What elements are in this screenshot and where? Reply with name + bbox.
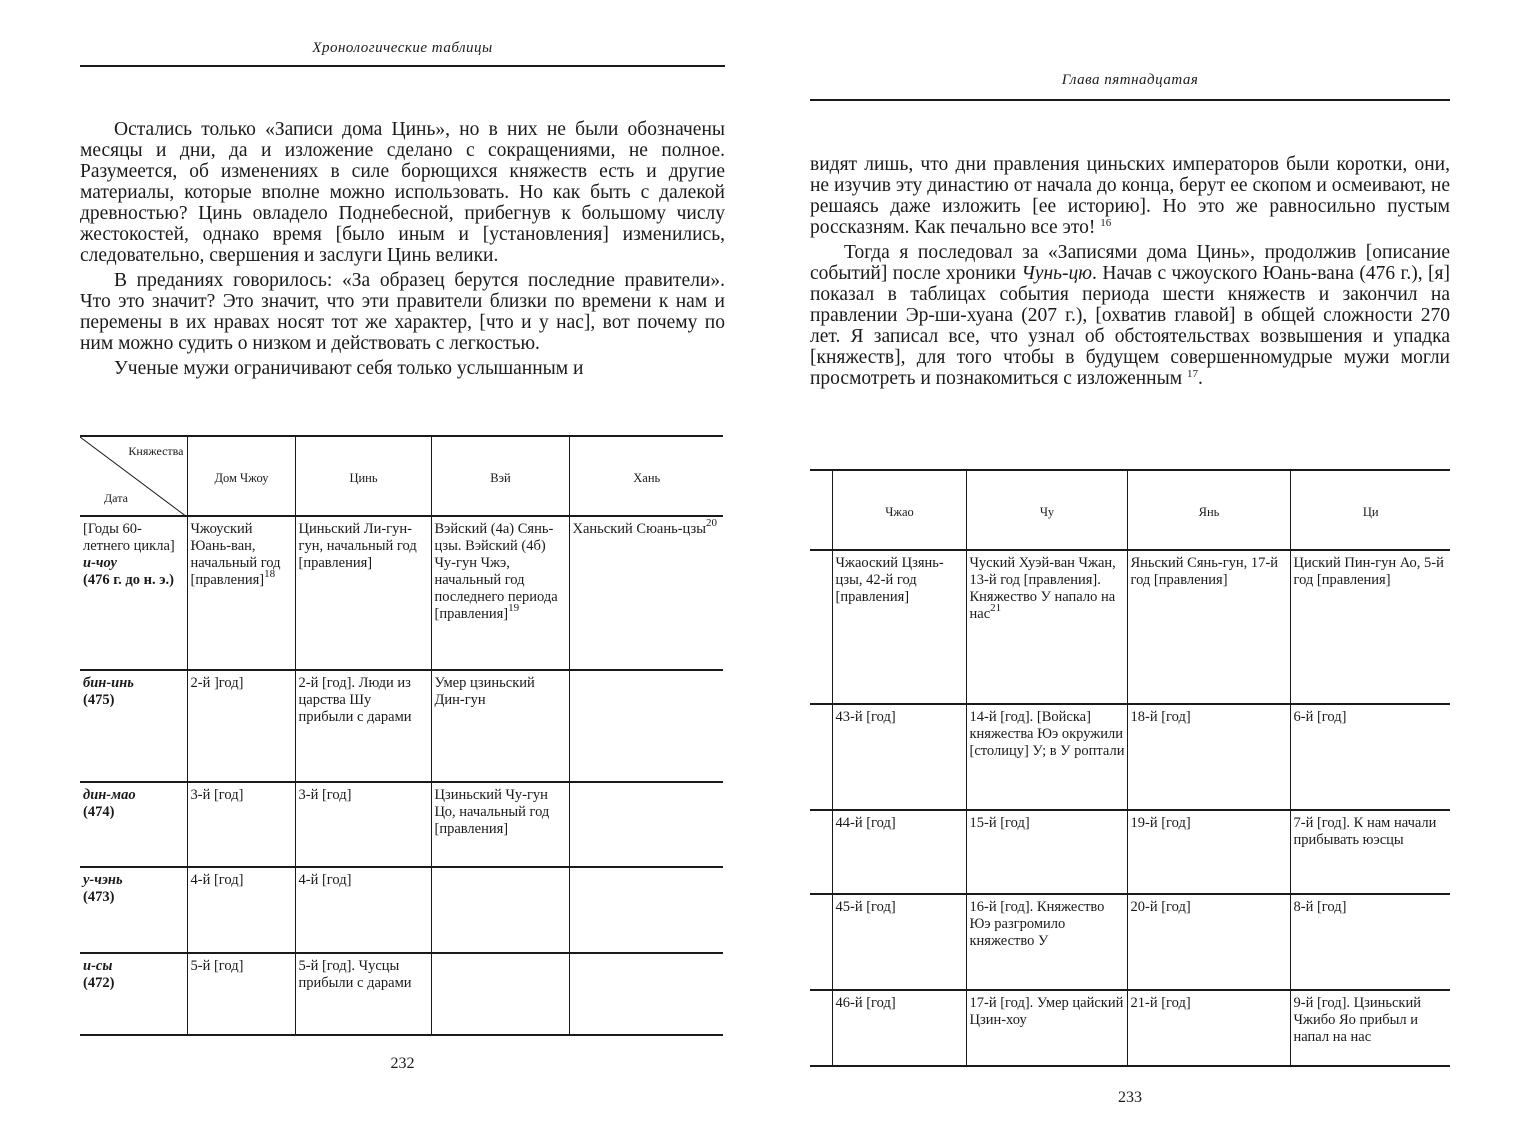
paragraph-text: видят лишь, что дни правления циньских императоров были коротки, они, не изучив эту династию от начала до конца, берут ее скопом и осмеивают, не решаясь даже изложить [ее историю]. Но это же равносильно пустым россказням. Как печально все это!	[810, 154, 1450, 238]
running-head: Глава пятнадцатая	[1061, 72, 1199, 88]
table-cell: 16-й [год]. Княжество Юэ разгромило княжество У	[966, 894, 1127, 990]
table-cell: 18-й [год]	[1127, 704, 1290, 810]
table-cell	[295, 516, 431, 670]
table-cell: 9-й [год]. Цзиньский Чжибо Яо прибыл и напал на нас	[1290, 990, 1450, 1066]
column-header: Вэй	[431, 436, 569, 516]
footnote-ref: 16	[1100, 217, 1112, 229]
column-axis-label: Княжества	[128, 444, 184, 458]
cycle-year-label: и-чоу	[83, 555, 117, 571]
table-row	[80, 670, 723, 782]
paragraph: В преданиях говорилось: «За образец берутся последние правители». Что это значит? Это значит, что эти правители близки по времени к нам и перемены в их нравах носят тот же характер, [что и у нас], вот почему по ним можно судить о низком и действовать с легкостью.	[80, 270, 725, 354]
year-label: (476 г. до н. э.)	[83, 572, 174, 588]
table-row	[810, 704, 1450, 810]
paragraph	[810, 242, 1450, 389]
column-header: Янь	[1127, 470, 1290, 550]
paragraph: Остались только «Записи дома Цинь», но в них не были обозначены месяцы и дни, да и изложение сделано с сокращениями, не полное. Разумеется, об изменениях в силе борющихся княжеств есть и другие материалы, которые вполне можно использовать. Но как быть с далекой древностью? Цинь овладело Поднебесной, прибегнув к большому числу жестокостей, однако время [было иным и [установления] изменились, следовательно, свершения и заслуги Цинь велики.	[80, 119, 725, 266]
italic-term: Чунь-цю	[1021, 263, 1093, 284]
blank-header-cell	[810, 470, 832, 550]
body-text	[810, 154, 1450, 389]
blank-cell	[810, 894, 832, 990]
table-cell	[966, 550, 1127, 704]
cycle-year-label: и-сы	[83, 958, 113, 974]
date-cell	[80, 670, 187, 782]
table-cell	[569, 953, 723, 1035]
table-cell	[431, 953, 569, 1035]
column-header: Хань	[569, 436, 723, 516]
running-head: Хронологические таблицы	[312, 40, 493, 56]
date-cell	[80, 867, 187, 953]
date-prefix: [Годы 60- летнего цикла]	[83, 521, 175, 554]
footnote-ref: 20	[705, 517, 717, 529]
date-cell	[80, 782, 187, 867]
cell-text: Ханьский Сюань-цзы	[572, 521, 706, 537]
cycle-year-label: дин-мао	[83, 787, 136, 803]
footnote-ref: 17	[1186, 368, 1198, 380]
table-cell: 14-й [год]. [Войска] княжества Юэ окружили [столицу] У; в У роптали	[966, 704, 1127, 810]
table-cell: Яньский Сянь-гун, 17-й год [правления]	[1127, 550, 1290, 704]
table-header-row	[810, 470, 1450, 550]
column-header: Чжао	[832, 470, 966, 550]
paragraph-text: . Начав с чжоуского Юань-вана (476 г.), [я] показал в таблицах события периода шести княжеств и закончил на правлении Эр-ши-хуана (207 г.), [охватив главой] в общей сложности 270 лет. Я записал все, что узнал об обстоятельствах возвышения и упадка [княжеств], для того чтобы в будущем совершенномудрые мужи могли просмотреть и познакомиться с изложенным	[810, 263, 1450, 389]
table-cell: 45-й [год]	[832, 894, 966, 990]
header-rule	[80, 65, 725, 67]
table-cell: Чжаоский Цзянь-цзы, 42-й год [правления]	[832, 550, 966, 704]
cell-text: Чжоуский Юань-ван, начальный год [правления]	[190, 521, 281, 588]
paragraph	[810, 154, 1450, 238]
table-cell: 8-й [год]	[1290, 894, 1450, 990]
year-label: (472)	[83, 975, 115, 991]
blank-cell	[810, 810, 832, 894]
table-row	[810, 810, 1450, 894]
table-cell: 6-й [год]	[1290, 704, 1450, 810]
footnote-ref: 21	[990, 602, 1002, 614]
table-cell: Умер цзиньский Дин-гун	[431, 670, 569, 782]
table-cell	[569, 670, 723, 782]
table-cell: 43-й [год]	[832, 704, 966, 810]
blank-cell	[810, 990, 832, 1066]
cell-text: Циньский Ли-гун-гун, начальный год [правления]	[298, 521, 417, 571]
table-cell: 15-й [год]	[966, 810, 1127, 894]
column-header: Цинь	[295, 436, 431, 516]
body-text	[80, 119, 725, 379]
paragraph-text: .	[1197, 368, 1203, 389]
table-cell	[187, 516, 295, 670]
table-cell: 21-й [год]	[1127, 990, 1290, 1066]
table-cell: 4-й [год]	[295, 867, 431, 953]
date-cell	[80, 516, 187, 670]
table-cell: 2-й [год]. Люди из царства Шу прибыли с дарами	[295, 670, 431, 782]
column-header: Чу	[966, 470, 1127, 550]
table-cell: 3-й [год]	[295, 782, 431, 867]
table-cell: 20-й [год]	[1127, 894, 1290, 990]
table-cell	[431, 867, 569, 953]
table-cell: 5-й [год]	[187, 953, 295, 1035]
table-cell	[431, 516, 569, 670]
table-cell: Циский Пин-гун Ао, 5-й год [правления]	[1290, 550, 1450, 704]
table-row	[80, 953, 723, 1035]
diagonal-header-cell	[80, 436, 187, 516]
table-row	[810, 990, 1450, 1066]
table-cell: 4-й [год]	[187, 867, 295, 953]
column-header: Ци	[1290, 470, 1450, 550]
table-cell: Цзиньский Чу-гун Цо, начальный год [правления]	[431, 782, 569, 867]
header-rule	[810, 99, 1450, 101]
table-cell: 19-й [год]	[1127, 810, 1290, 894]
table-cell: 3-й [год]	[187, 782, 295, 867]
blank-cell	[810, 704, 832, 810]
table-row	[810, 550, 1450, 704]
cell-text: Вэйский (4а) Сянь-цзы. Вэйский (4б) Чу-гун Чжэ, начальный год последнего периода [правления]	[434, 521, 558, 622]
table-cell	[569, 516, 723, 670]
year-label: (473)	[83, 889, 115, 905]
table-cell: 2-й ]год]	[187, 670, 295, 782]
table-cell: 44-й [год]	[832, 810, 966, 894]
table-row	[80, 782, 723, 867]
chronology-table	[80, 435, 723, 1036]
year-label: (474)	[83, 804, 115, 820]
paragraph: Ученые мужи ограничивают себя только услышанным и	[114, 358, 584, 379]
cycle-year-label: у-чэнь	[83, 872, 123, 888]
page-number: 233	[1118, 1089, 1142, 1106]
table-cell	[569, 867, 723, 953]
table-cell: 5-й [год]. Чусцы прибыли с дарами	[295, 953, 431, 1035]
table-row	[80, 867, 723, 953]
row-axis-label: Дата	[104, 491, 128, 505]
cell-text: Чуский Хуэй-ван Чжан, 13-й год [правления]. Княжество У напало на нас	[969, 555, 1116, 622]
table-row	[810, 894, 1450, 990]
cycle-year-label: бин-инь	[83, 675, 134, 691]
year-label: (475)	[83, 692, 115, 708]
table-cell: 46-й [год]	[832, 990, 966, 1066]
footnote-ref: 18	[264, 568, 276, 580]
page-number: 232	[390, 1055, 415, 1072]
column-header: Дом Чжоу	[187, 436, 295, 516]
blank-cell	[810, 550, 832, 704]
paragraph-text: Тогда я последовал за «Записями дома Цинь», продолжив [описание событий] после хроники	[810, 242, 1450, 284]
table-row	[80, 516, 723, 670]
table-cell: 17-й [год]. Умер цайский Цзин-хоу	[966, 990, 1127, 1066]
date-cell	[80, 953, 187, 1035]
table-header-row	[80, 436, 723, 516]
table-cell: 7-й [год]. К нам начали прибывать юэсцы	[1290, 810, 1450, 894]
chronology-table	[810, 469, 1450, 1067]
footnote-ref: 19	[508, 602, 520, 614]
table-cell	[569, 782, 723, 867]
